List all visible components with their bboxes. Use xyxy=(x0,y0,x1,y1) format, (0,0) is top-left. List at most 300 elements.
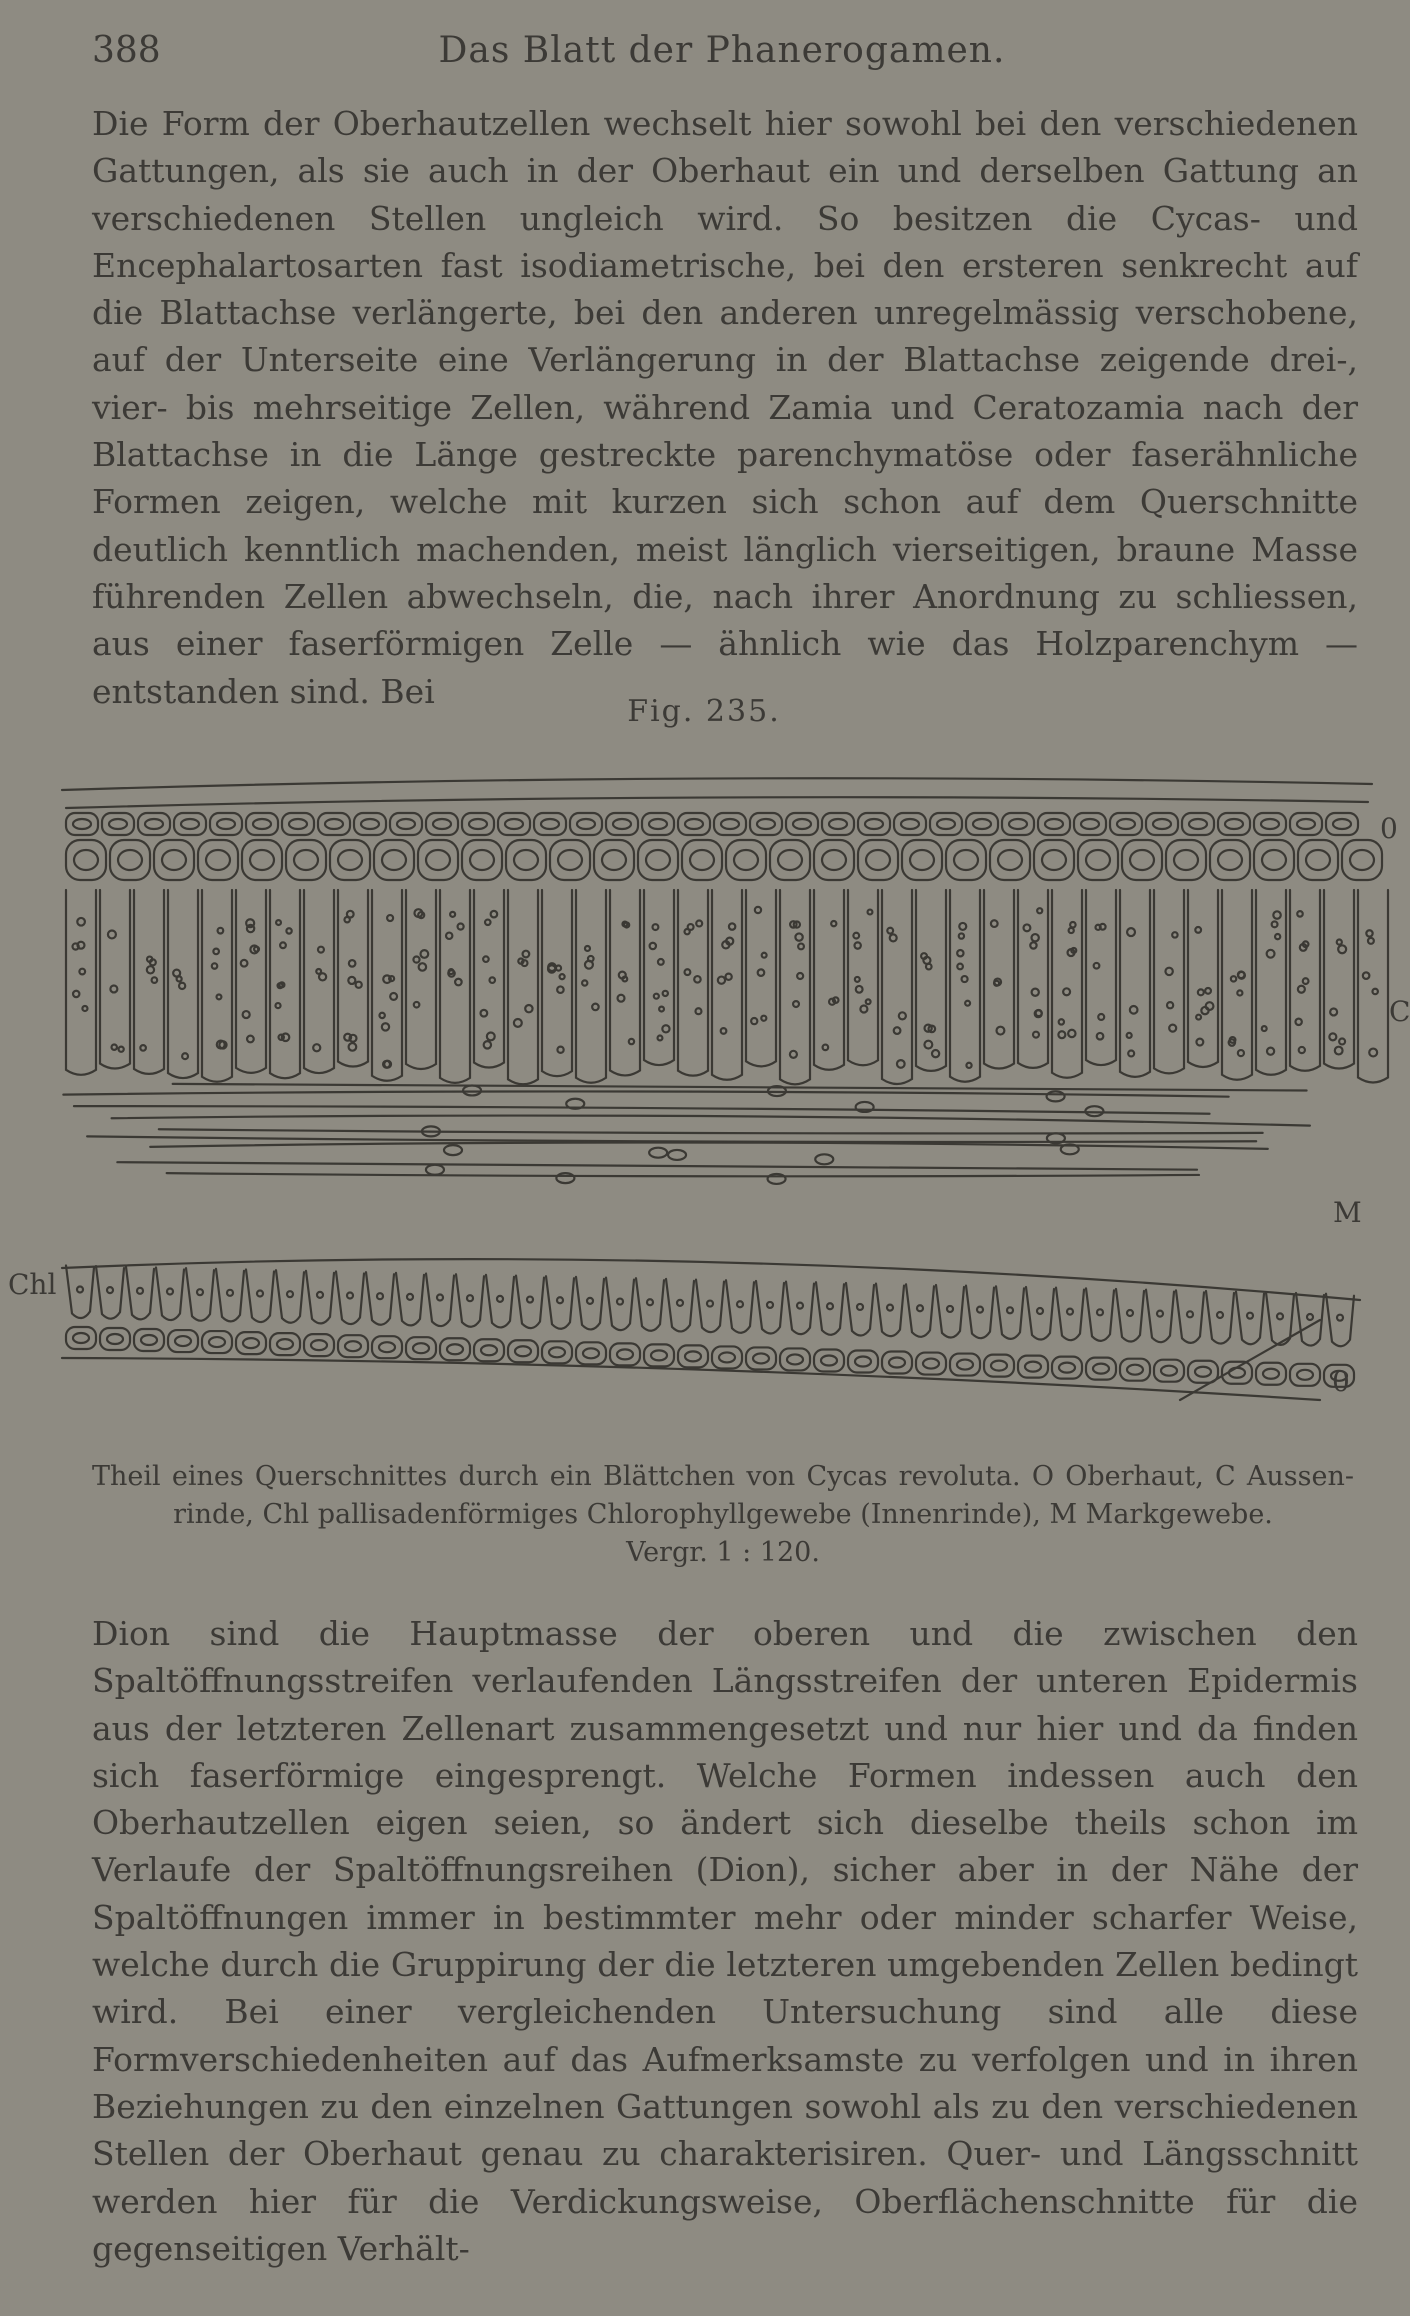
tissue-stroke xyxy=(795,933,802,940)
tissue-stroke xyxy=(550,840,590,880)
tissue-stroke xyxy=(1297,1370,1313,1380)
tissue-stroke xyxy=(462,840,502,880)
tissue-stroke xyxy=(377,1293,383,1299)
tissue-stroke xyxy=(882,890,912,1084)
tissue-stroke xyxy=(356,982,362,988)
tissue-stroke xyxy=(413,956,419,962)
tissue-stroke xyxy=(770,840,810,880)
tissue-stroke xyxy=(447,1344,463,1354)
tissue-stroke xyxy=(390,813,422,835)
tissue-stroke xyxy=(1034,840,1074,880)
tissue-stroke xyxy=(1110,813,1142,835)
tissue-stroke xyxy=(1196,1039,1203,1046)
tissue-stroke xyxy=(751,1018,757,1024)
tissue-stroke xyxy=(286,928,291,933)
tissue-stroke xyxy=(437,1295,443,1301)
tissue-stroke xyxy=(1290,813,1322,835)
tissue-stroke xyxy=(1122,840,1162,880)
tissue-stroke xyxy=(1035,1010,1042,1017)
tissue-stroke xyxy=(1358,890,1388,1082)
tissue-stroke xyxy=(737,1301,743,1307)
tissue-stroke xyxy=(1078,840,1118,880)
tissue-stroke xyxy=(110,986,117,993)
tissue-stroke xyxy=(865,819,883,829)
tissue-stroke xyxy=(984,1355,1014,1377)
tissue-stroke xyxy=(107,1287,113,1293)
tissue-stroke xyxy=(1165,968,1172,975)
tissue-stroke xyxy=(1329,1033,1336,1040)
tissue-stroke xyxy=(1127,928,1135,936)
tissue-stroke xyxy=(1272,921,1278,927)
tissue-stroke xyxy=(270,1333,300,1355)
tissue-stroke xyxy=(822,813,854,835)
tissue-stroke xyxy=(66,840,106,880)
tissue-stroke xyxy=(821,1355,837,1365)
tissue-stroke xyxy=(1297,911,1302,916)
tissue-stroke xyxy=(167,1288,173,1294)
page-header xyxy=(92,30,1352,80)
tissue-stroke xyxy=(797,1303,803,1309)
tissue-stroke xyxy=(481,1345,497,1355)
tissue-stroke xyxy=(382,850,406,870)
tissue-stroke xyxy=(973,819,991,829)
tissue-stroke xyxy=(73,991,79,997)
tissue-stroke xyxy=(678,1345,708,1367)
tissue-stroke xyxy=(866,850,890,870)
tissue-stroke xyxy=(685,1351,701,1361)
tissue-stroke xyxy=(695,1008,701,1014)
tissue-stroke xyxy=(338,1335,368,1357)
tissue-stroke xyxy=(419,963,426,970)
tissue-stroke xyxy=(1238,1050,1244,1056)
tissue-stroke xyxy=(202,890,232,1082)
tissue-stroke xyxy=(1298,840,1338,880)
tissue-stroke xyxy=(1045,819,1063,829)
tissue-stroke xyxy=(950,890,980,1082)
tissue-stroke xyxy=(1007,1307,1013,1313)
tissue-stroke xyxy=(102,813,134,835)
tissue-stroke xyxy=(138,813,170,835)
tissue-stroke xyxy=(440,890,470,1083)
tissue-stroke xyxy=(617,1299,623,1305)
tissue-stroke xyxy=(168,1330,198,1352)
tissue-stroke xyxy=(617,1349,633,1359)
tissue-stroke xyxy=(1262,1026,1267,1031)
tissue-stroke xyxy=(902,840,942,880)
tissue-stroke xyxy=(1037,1308,1043,1314)
marker-o-bottom: 0 xyxy=(1332,1365,1350,1398)
tissue-stroke xyxy=(1002,813,1034,835)
tissue-stroke xyxy=(651,1350,667,1360)
tissue-stroke xyxy=(707,1301,713,1307)
tissue-stroke xyxy=(1067,1309,1073,1315)
tissue-stroke xyxy=(855,1357,871,1367)
tissue-stroke xyxy=(217,994,222,999)
tissue-stroke xyxy=(406,1337,436,1359)
tissue-stroke xyxy=(1018,890,1048,1068)
tissue-stroke xyxy=(82,1006,87,1011)
tissue-stroke xyxy=(757,819,775,829)
tissue-stroke xyxy=(991,920,998,927)
tissue-stroke xyxy=(644,1344,674,1366)
tissue-stroke xyxy=(455,979,462,986)
tissue-stroke xyxy=(108,930,116,938)
tissue-stroke xyxy=(688,924,694,930)
tissue-stroke xyxy=(100,890,130,1069)
tissue-stroke xyxy=(282,813,314,835)
tissue-stroke xyxy=(1295,1019,1301,1025)
tissue-stroke xyxy=(855,977,860,982)
tissue-stroke xyxy=(618,995,625,1002)
tissue-stroke xyxy=(629,1039,634,1044)
tissue-stroke xyxy=(141,1335,157,1345)
tissue-stroke xyxy=(372,1336,402,1358)
tissue-stroke xyxy=(1290,1364,1320,1386)
tissue-stroke xyxy=(236,890,266,1073)
tissue-stroke xyxy=(347,911,354,918)
tissue-stroke xyxy=(505,819,523,829)
tissue-stroke xyxy=(1169,1025,1176,1032)
tissue-stroke xyxy=(426,813,458,835)
tissue-stroke xyxy=(181,819,199,829)
tissue-stroke xyxy=(1275,934,1280,939)
tissue-stroke xyxy=(966,1063,971,1068)
tissue-stroke xyxy=(1225,819,1243,829)
tissue-stroke xyxy=(1205,988,1211,994)
marker-o-top: 0 xyxy=(1380,812,1398,845)
tissue-stroke xyxy=(549,1347,565,1357)
tissue-stroke xyxy=(848,890,878,1065)
tissue-stroke xyxy=(1086,1358,1116,1380)
tissue-stroke xyxy=(382,1023,389,1030)
tissue-stroke xyxy=(638,840,678,880)
tissue-stroke xyxy=(508,1340,538,1362)
tissue-stroke xyxy=(1300,944,1307,951)
tissue-stroke xyxy=(557,1297,563,1303)
tissue-stroke xyxy=(582,980,587,985)
tissue-stroke xyxy=(855,942,861,948)
tissue-stroke xyxy=(1052,1357,1082,1379)
tissue-stroke xyxy=(440,1338,470,1360)
tissue-stroke xyxy=(882,1352,912,1374)
tissue-stroke xyxy=(217,819,235,829)
tissue-stroke xyxy=(470,850,494,870)
tissue-stroke xyxy=(1337,1315,1343,1321)
tissue-stroke xyxy=(1081,819,1099,829)
tissue-stroke xyxy=(990,840,1030,880)
tissue-stroke xyxy=(1068,1030,1075,1037)
tissue-stroke xyxy=(858,840,898,880)
tissue-stroke xyxy=(1154,890,1184,1073)
tissue-stroke xyxy=(1167,1002,1173,1008)
tissue-stroke xyxy=(677,1300,683,1306)
tissue-stroke xyxy=(325,819,343,829)
tissue-stroke xyxy=(243,1011,250,1018)
tissue-stroke xyxy=(1038,813,1070,835)
tissue-stroke xyxy=(109,819,127,829)
tissue-stroke xyxy=(930,813,962,835)
tissue-stroke xyxy=(753,1353,769,1363)
tissue-stroke xyxy=(587,1298,593,1304)
tissue-stroke xyxy=(746,890,776,1066)
tissue-stroke xyxy=(1368,938,1374,944)
tissue-stroke xyxy=(890,934,897,941)
tissue-stroke xyxy=(152,977,158,983)
tissue-stroke xyxy=(173,1084,1307,1091)
tissue-stroke xyxy=(508,890,538,1084)
tissue-stroke xyxy=(649,1148,667,1158)
tissue-stroke xyxy=(414,1002,420,1008)
tissue-stroke xyxy=(62,778,1372,790)
tissue-stroke xyxy=(916,1353,946,1375)
tissue-stroke xyxy=(1333,819,1351,829)
tissue-stroke xyxy=(1210,840,1250,880)
tissue-stroke xyxy=(243,1338,259,1348)
tissue-stroke xyxy=(726,938,733,945)
tissue-stroke xyxy=(897,1060,905,1068)
tissue-stroke xyxy=(962,976,968,982)
marker-chl: Chl xyxy=(8,1268,57,1301)
tissue-stroke xyxy=(1363,972,1370,979)
tissue-stroke xyxy=(525,1005,532,1012)
tissue-stroke xyxy=(758,969,765,976)
tissue-stroke xyxy=(118,850,142,870)
tissue-stroke xyxy=(100,1328,130,1350)
tissue-stroke xyxy=(458,924,464,930)
tissue-stroke xyxy=(678,890,708,1076)
tissue-stroke xyxy=(613,819,631,829)
tissue-stroke xyxy=(1032,989,1039,996)
tissue-stroke xyxy=(1366,930,1372,936)
tissue-stroke xyxy=(212,963,217,968)
tissue-stroke xyxy=(932,1050,939,1057)
tissue-stroke xyxy=(894,1027,901,1034)
tissue-stroke xyxy=(79,969,85,975)
tissue-stroke xyxy=(610,890,640,1075)
tissue-stroke xyxy=(592,1004,599,1011)
tissue-stroke xyxy=(1218,813,1250,835)
tissue-stroke xyxy=(1047,1091,1065,1101)
tissue-stroke xyxy=(721,1028,727,1034)
tissue-stroke xyxy=(957,964,963,970)
tissue-stroke xyxy=(793,819,811,829)
tissue-stroke xyxy=(349,1043,357,1051)
tissue-stroke xyxy=(523,951,530,958)
tissue-stroke xyxy=(174,813,206,835)
tissue-stroke xyxy=(162,850,186,870)
tissue-stroke xyxy=(650,943,656,949)
tissue-stroke xyxy=(354,813,386,835)
tissue-stroke xyxy=(690,850,714,870)
tissue-stroke xyxy=(361,819,379,829)
tissue-stroke xyxy=(474,1339,504,1361)
tissue-stroke xyxy=(887,928,893,934)
tissue-stroke xyxy=(74,1106,1210,1114)
tissue-stroke xyxy=(1218,850,1242,870)
tissue-stroke xyxy=(87,1136,1256,1142)
tissue-stroke xyxy=(570,813,602,835)
tissue-stroke xyxy=(487,1033,495,1041)
tissue-stroke xyxy=(179,983,185,989)
tissue-stroke xyxy=(159,1129,1263,1133)
tissue-stroke xyxy=(275,1003,280,1008)
tissue-stroke xyxy=(1153,819,1171,829)
tissue-stroke xyxy=(1086,850,1110,870)
tissue-stroke xyxy=(1174,850,1198,870)
tissue-stroke xyxy=(857,1304,863,1310)
tissue-stroke xyxy=(446,933,452,939)
tissue-stroke xyxy=(827,1303,833,1309)
tissue-stroke xyxy=(682,840,722,880)
tissue-stroke xyxy=(557,986,563,992)
tissue-stroke xyxy=(1298,986,1305,993)
page-number: 388 xyxy=(92,30,161,71)
tissue-stroke xyxy=(514,1019,522,1027)
tissue-stroke xyxy=(977,1307,983,1313)
tissue-stroke xyxy=(450,912,455,917)
tissue-stroke xyxy=(557,1047,563,1053)
tissue-stroke xyxy=(1254,813,1286,835)
tissue-stroke xyxy=(534,813,566,835)
tissue-stroke xyxy=(134,890,164,1074)
tissue-stroke xyxy=(1074,813,1106,835)
tissue-stroke xyxy=(1130,850,1154,870)
tissue-stroke xyxy=(1277,1313,1283,1319)
tissue-stroke xyxy=(1198,989,1204,995)
tissue-stroke xyxy=(1263,1369,1279,1379)
tissue-stroke xyxy=(374,840,414,880)
tissue-stroke xyxy=(923,957,930,964)
tissue-stroke xyxy=(1335,1047,1343,1055)
tissue-stroke xyxy=(348,977,355,984)
tissue-stroke xyxy=(856,986,863,993)
caption-line-2: rinde, Chl pallisadenförmiges Chlorophyllgewebe (Innenrinde), M Markgewebe. xyxy=(173,1499,1273,1530)
tissue-stroke xyxy=(250,850,274,870)
tissue-stroke xyxy=(583,1348,599,1358)
tissue-stroke xyxy=(73,819,91,829)
tissue-stroke xyxy=(1290,890,1320,1071)
tissue-stroke xyxy=(1030,942,1036,948)
tissue-stroke xyxy=(318,813,350,835)
tissue-stroke xyxy=(1262,850,1286,870)
tissue-stroke xyxy=(1042,850,1066,870)
tissue-stroke xyxy=(606,813,638,835)
tissue-stroke xyxy=(74,850,98,870)
tissue-stroke xyxy=(311,1340,327,1350)
tissue-stroke xyxy=(797,973,803,979)
tissue-stroke xyxy=(1369,1049,1377,1057)
tissue-stroke xyxy=(1237,990,1242,995)
tissue-stroke xyxy=(347,1293,353,1299)
tissue-stroke xyxy=(729,923,735,929)
tissue-stroke xyxy=(73,1333,89,1343)
tissue-stroke xyxy=(254,947,259,952)
tissue-stroke xyxy=(767,1302,773,1308)
tissue-stroke xyxy=(588,956,594,962)
tissue-stroke xyxy=(957,1360,973,1370)
tissue-stroke xyxy=(1037,908,1042,913)
tissue-stroke xyxy=(576,1342,606,1364)
tissue-stroke xyxy=(998,850,1022,870)
tissue-stroke xyxy=(485,920,490,925)
tissue-stroke xyxy=(1217,1312,1223,1318)
tissue-stroke xyxy=(387,915,393,921)
paragraph-1: Die Form der Oberhautzellen wechselt hier sowohl bei den verschiedenen Gattungen, als sie auch in der Oberhaut ein und derselben Gattung an verschiedenen Stellen ungleich wird. So besitzen die Cycas- und Encephalartosarten fast isodiametrische, bei den ersteren senkrecht auf die Blattachse verlängerte, bei den anderen unregelmässig verschobene, auf der Unterseite eine Verlängerung in der Blattachse zeigende drei-, vier- bis mehrseitige Zellen, während Zamia und Ceratozamia nach der Blattachse in die Länge gestreckte parenchymatöse oder faserähnliche Formen zeigen, welche mit kurzen sich schon auf dem Querschnitte deutlich kenntlich machenden, meist länglich vierseitigen, braune Masse führenden Zellen abwechseln, die, nach ihrer Anordnung zu schliessen, aus einer faserförmigen Zelle — ähnlich wie das Holzparenchym — entstanden sind. Bei xyxy=(92,104,1358,711)
tissue-stroke xyxy=(304,1334,334,1356)
tissue-stroke xyxy=(426,1165,444,1175)
tissue-stroke xyxy=(668,1150,686,1160)
tissue-stroke xyxy=(814,890,844,1070)
tissue-stroke xyxy=(383,1061,390,1068)
tissue-stroke xyxy=(755,907,761,913)
tissue-stroke xyxy=(257,1291,263,1297)
tissue-stroke xyxy=(514,850,538,870)
tissue-stroke xyxy=(721,819,739,829)
tissue-stroke xyxy=(1094,963,1100,969)
tissue-stroke xyxy=(182,1053,188,1059)
tissue-stroke xyxy=(527,1297,533,1303)
tissue-stroke xyxy=(923,1359,939,1369)
tissue-stroke xyxy=(280,942,286,948)
tissue-stroke xyxy=(829,999,835,1005)
tissue-stroke xyxy=(317,1292,323,1298)
tissue-stroke xyxy=(349,1035,356,1042)
tissue-stroke xyxy=(112,1044,117,1049)
tissue-stroke xyxy=(1172,932,1177,937)
tissue-stroke xyxy=(202,1331,232,1353)
tissue-stroke xyxy=(467,1295,473,1301)
tissue-stroke xyxy=(778,850,802,870)
figure-label: Fig. 235. xyxy=(627,694,781,729)
figure-illustration xyxy=(0,760,1408,1460)
tissue-stroke xyxy=(294,850,318,870)
tissue-stroke xyxy=(319,973,326,980)
tissue-stroke xyxy=(313,1044,320,1051)
tissue-stroke xyxy=(558,850,582,870)
tissue-stroke xyxy=(712,1346,742,1368)
tissue-stroke xyxy=(515,1346,531,1356)
tissue-stroke xyxy=(858,813,890,835)
tissue-stroke xyxy=(210,813,242,835)
tissue-stroke xyxy=(246,813,278,835)
tissue-stroke xyxy=(541,819,559,829)
tissue-stroke xyxy=(1058,1031,1065,1038)
tissue-stroke xyxy=(790,1051,797,1058)
tissue-stroke xyxy=(145,819,163,829)
caption-line-1: Theil eines Querschnittes durch ein Blättchen von Cycas revoluta. O Oberhaut, C Aussen- xyxy=(92,1461,1354,1492)
tissue-stroke xyxy=(950,1354,980,1376)
tissue-stroke xyxy=(1187,1311,1193,1317)
tissue-stroke xyxy=(1337,940,1342,945)
tissue-stroke xyxy=(937,819,955,829)
tissue-stroke xyxy=(66,1327,96,1349)
tissue-stroke xyxy=(209,1337,225,1347)
tissue-stroke xyxy=(853,933,859,939)
tissue-stroke xyxy=(1330,1009,1337,1016)
tissue-stroke xyxy=(1127,1310,1133,1316)
tissue-stroke xyxy=(1024,924,1031,931)
tissue-stroke xyxy=(887,1305,893,1311)
tissue-stroke xyxy=(1372,989,1377,994)
tissue-stroke xyxy=(277,1339,293,1349)
tissue-stroke xyxy=(899,1012,906,1019)
tissue-stroke xyxy=(786,813,818,835)
tissue-stroke xyxy=(734,850,758,870)
tissue-stroke xyxy=(823,1045,829,1051)
tissue-stroke xyxy=(644,890,674,1065)
tissue-stroke xyxy=(798,944,804,950)
tissue-stroke xyxy=(497,1296,503,1302)
